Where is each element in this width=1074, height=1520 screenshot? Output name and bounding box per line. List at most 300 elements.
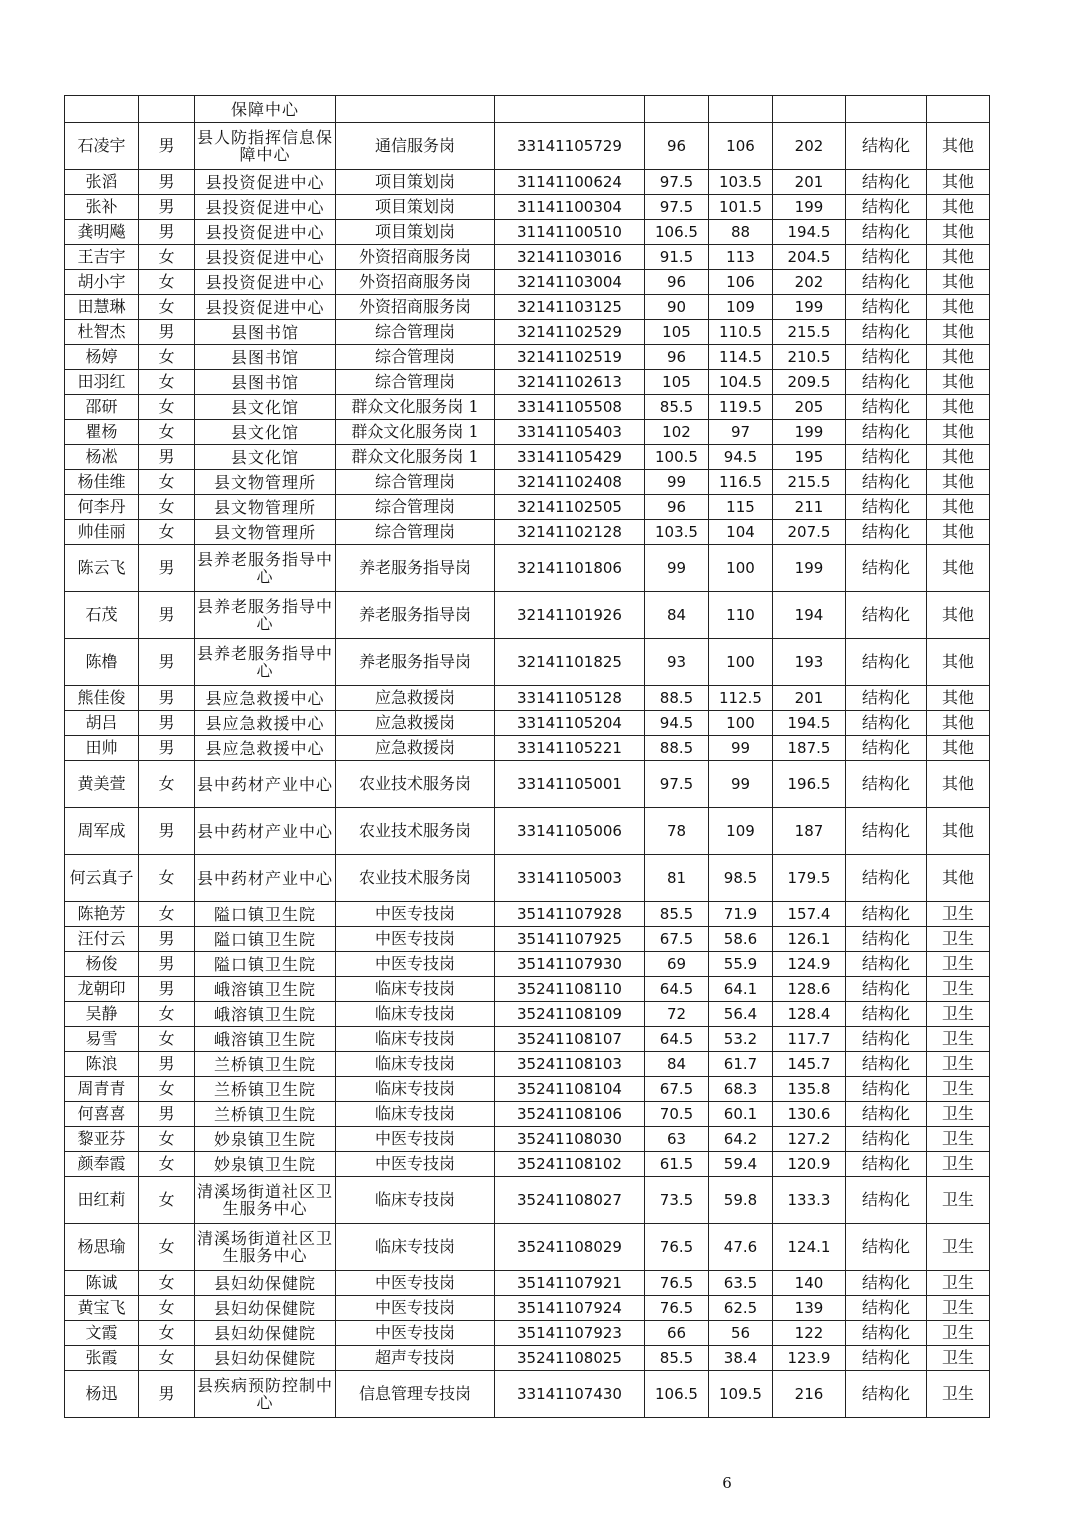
- cell-gender: 女: [139, 245, 195, 270]
- cell-name: 陈橹: [65, 639, 139, 686]
- cell-unit: 县文化馆: [195, 395, 336, 420]
- cell-interview-score: 104.5: [709, 370, 773, 395]
- cell-interview-score: 68.3: [709, 1077, 773, 1102]
- table-row: [65, 195, 990, 220]
- cell-interview-type: 结构化: [846, 520, 927, 545]
- cell-total-score: 195: [773, 445, 846, 470]
- cell-position: 综合管理岗: [336, 345, 495, 370]
- cell-exam-number: 35141107928: [495, 902, 645, 927]
- cell-exam-number: 33141105729: [495, 123, 645, 170]
- cell-total-score: 117.7: [773, 1027, 846, 1052]
- cell-name: 陈艳芳: [65, 902, 139, 927]
- cell-interview-score: 47.6: [709, 1224, 773, 1271]
- cell-position: 应急救援岗: [336, 711, 495, 736]
- cell-category: 其他: [927, 592, 990, 639]
- cell-written-score: 81: [645, 855, 709, 902]
- cell-unit: 峨溶镇卫生院: [195, 1002, 336, 1027]
- cell-written-score: 99: [645, 545, 709, 592]
- cell-category: 其他: [927, 686, 990, 711]
- cell-written-score: 84: [645, 592, 709, 639]
- cell-category: 其他: [927, 639, 990, 686]
- cell-category: 其他: [927, 395, 990, 420]
- cell-interview-score: 71.9: [709, 902, 773, 927]
- cell-position: 临床专技岗: [336, 1027, 495, 1052]
- cell-interview-type: 结构化: [846, 420, 927, 445]
- cell-unit: 县文物管理所: [195, 520, 336, 545]
- table-row: [65, 1002, 990, 1027]
- cell-exam-number: 32141101825: [495, 639, 645, 686]
- cell-interview-type: 结构化: [846, 170, 927, 195]
- cell-total-score: 210.5: [773, 345, 846, 370]
- table-row: [65, 470, 990, 495]
- cell-interview-type: 结构化: [846, 195, 927, 220]
- cell-total-score: 126.1: [773, 927, 846, 952]
- cell-name: 瞿杨: [65, 420, 139, 445]
- cell-gender: 女: [139, 1296, 195, 1321]
- cell-unit: 兰桥镇卫生院: [195, 1077, 336, 1102]
- cell-category: 卫生: [927, 977, 990, 1002]
- cell-exam-number: 35241108107: [495, 1027, 645, 1052]
- cell-interview-score: 119.5: [709, 395, 773, 420]
- cell-written-score: 96: [645, 345, 709, 370]
- cell-category: 其他: [927, 495, 990, 520]
- cell-written-score: 72: [645, 1002, 709, 1027]
- table-row: [65, 295, 990, 320]
- cell-unit: 兰桥镇卫生院: [195, 1102, 336, 1127]
- cell-position: 项目策划岗: [336, 170, 495, 195]
- cell-position: 养老服务指导岗: [336, 639, 495, 686]
- cell-written-score: 63: [645, 1127, 709, 1152]
- cell-interview-type: 结构化: [846, 1027, 927, 1052]
- cell-written-score: 84: [645, 1052, 709, 1077]
- cell-name: 杨思瑜: [65, 1224, 139, 1271]
- cell-position: 临床专技岗: [336, 1177, 495, 1224]
- cell-unit: 县投资促进中心: [195, 270, 336, 295]
- cell-position: 临床专技岗: [336, 1102, 495, 1127]
- cell-interview-score: 99: [709, 761, 773, 808]
- cell-name: 田帅: [65, 736, 139, 761]
- cell-exam-number: 33141105429: [495, 445, 645, 470]
- cell-exam-number: 32141103125: [495, 295, 645, 320]
- cell-category: 其他: [927, 736, 990, 761]
- cell-written-score: 78: [645, 808, 709, 855]
- cell-interview-score: 59.4: [709, 1152, 773, 1177]
- cell-category: 卫生: [927, 1152, 990, 1177]
- cell-exam-number: 35141107921: [495, 1271, 645, 1296]
- cell-interview-score: 97: [709, 420, 773, 445]
- table-row: [65, 1224, 990, 1271]
- cell-written-score: 93: [645, 639, 709, 686]
- cell-interview-type: 结构化: [846, 639, 927, 686]
- cell-name: 胡小宇: [65, 270, 139, 295]
- cell-interview-score: 110.5: [709, 320, 773, 345]
- cell-total-score: 202: [773, 270, 846, 295]
- cell-total-score: 211: [773, 495, 846, 520]
- table-row: [65, 123, 990, 170]
- cell-total-score: 193: [773, 639, 846, 686]
- table-row: [65, 808, 990, 855]
- cell-gender: 男: [139, 592, 195, 639]
- cell-interview-type: 结构化: [846, 320, 927, 345]
- cell-unit: 县中药材产业中心: [195, 855, 336, 902]
- cell-total-score: 179.5: [773, 855, 846, 902]
- cell-interview-score: 106: [709, 270, 773, 295]
- cell-total-score: 123.9: [773, 1346, 846, 1371]
- table-row: [65, 370, 990, 395]
- cell-total-score: 201: [773, 170, 846, 195]
- cell-interview-score: 106: [709, 123, 773, 170]
- cell-unit: 县养老服务指导中心: [195, 545, 336, 592]
- cell-category: 卫生: [927, 1321, 990, 1346]
- cell-total-score: 124.1: [773, 1224, 846, 1271]
- cell-category: 卫生: [927, 1102, 990, 1127]
- table-row: [65, 952, 990, 977]
- cell-total-score: 199: [773, 195, 846, 220]
- cell-position: 临床专技岗: [336, 1077, 495, 1102]
- cell-total-score: 130.6: [773, 1102, 846, 1127]
- cell-total-score: 216: [773, 1371, 846, 1418]
- cell-exam-number: 32141102128: [495, 520, 645, 545]
- cell-interview-type: 结构化: [846, 445, 927, 470]
- cell-written-score: 88.5: [645, 686, 709, 711]
- cell-total-score: 139: [773, 1296, 846, 1321]
- cell-total-score: 199: [773, 545, 846, 592]
- cell-unit: 县投资促进中心: [195, 220, 336, 245]
- cell-exam-number: 32141101806: [495, 545, 645, 592]
- cell-total-score: 202: [773, 123, 846, 170]
- cell-category: 其他: [927, 295, 990, 320]
- cell-written-score: 97.5: [645, 170, 709, 195]
- cell-interview-score: 64.1: [709, 977, 773, 1002]
- cell-category: 卫生: [927, 1371, 990, 1418]
- cell-total-score: 127.2: [773, 1127, 846, 1152]
- cell-name: 陈云飞: [65, 545, 139, 592]
- cell-gender: 女: [139, 295, 195, 320]
- cell-gender: 男: [139, 977, 195, 1002]
- cell-unit: 县图书馆: [195, 370, 336, 395]
- cell-unit: 县文物管理所: [195, 495, 336, 520]
- table-row: [65, 220, 990, 245]
- cell-position: 综合管理岗: [336, 495, 495, 520]
- cell-interview-type: 结构化: [846, 345, 927, 370]
- cell-category: 卫生: [927, 1127, 990, 1152]
- cell-gender: 女: [139, 855, 195, 902]
- cell-exam-number: 31141100304: [495, 195, 645, 220]
- cell-unit: 县投资促进中心: [195, 245, 336, 270]
- cell-position: [336, 96, 495, 123]
- cell-name: 张霞: [65, 1346, 139, 1371]
- cell-position: 中医专技岗: [336, 1127, 495, 1152]
- cell-category: 卫生: [927, 1002, 990, 1027]
- cell-interview-score: 103.5: [709, 170, 773, 195]
- cell-total-score: 133.3: [773, 1177, 846, 1224]
- cell-position: 综合管理岗: [336, 520, 495, 545]
- cell-category: 其他: [927, 470, 990, 495]
- cell-gender: 男: [139, 320, 195, 345]
- cell-total-score: 145.7: [773, 1052, 846, 1077]
- cell-total-score: 209.5: [773, 370, 846, 395]
- cell-name: 王吉宇: [65, 245, 139, 270]
- cell-exam-number: 32141102505: [495, 495, 645, 520]
- cell-unit: 县文化馆: [195, 445, 336, 470]
- cell-written-score: 99: [645, 470, 709, 495]
- table-row: [65, 520, 990, 545]
- table-body: [65, 96, 990, 1418]
- cell-interview-score: 109: [709, 295, 773, 320]
- cell-category: 卫生: [927, 1271, 990, 1296]
- cell-exam-number: 31141100624: [495, 170, 645, 195]
- cell-position: 信息管理专技岗: [336, 1371, 495, 1418]
- cell-category: 其他: [927, 545, 990, 592]
- cell-unit: 县应急救援中心: [195, 686, 336, 711]
- cell-exam-number: 35241108106: [495, 1102, 645, 1127]
- cell-total-score: 140: [773, 1271, 846, 1296]
- cell-written-score: 69: [645, 952, 709, 977]
- cell-interview-type: 结构化: [846, 1224, 927, 1271]
- cell-category: 其他: [927, 320, 990, 345]
- cell-interview-type: 结构化: [846, 1177, 927, 1224]
- cell-interview-type: 结构化: [846, 1102, 927, 1127]
- cell-interview-score: 116.5: [709, 470, 773, 495]
- cell-exam-number: 33141105128: [495, 686, 645, 711]
- cell-unit: 峨溶镇卫生院: [195, 1027, 336, 1052]
- table-row: [65, 855, 990, 902]
- cell-interview-type: 结构化: [846, 1296, 927, 1321]
- cell-unit: 隘口镇卫生院: [195, 902, 336, 927]
- cell-name: 易雪: [65, 1027, 139, 1052]
- cell-position: 应急救援岗: [336, 736, 495, 761]
- cell-written-score: 85.5: [645, 395, 709, 420]
- cell-name: 田羽红: [65, 370, 139, 395]
- cell-total-score: 194.5: [773, 711, 846, 736]
- cell-interview-type: 结构化: [846, 927, 927, 952]
- cell-interview-type: 结构化: [846, 1371, 927, 1418]
- cell-category: 其他: [927, 123, 990, 170]
- cell-exam-number: 35141107930: [495, 952, 645, 977]
- cell-position: 中医专技岗: [336, 952, 495, 977]
- cell-interview-score: 104: [709, 520, 773, 545]
- cell-interview-score: 56.4: [709, 1002, 773, 1027]
- cell-exam-number: 35241108030: [495, 1127, 645, 1152]
- cell-name: 陈浪: [65, 1052, 139, 1077]
- cell-total-score: 194: [773, 592, 846, 639]
- cell-written-score: 96: [645, 123, 709, 170]
- cell-category: 卫生: [927, 927, 990, 952]
- cell-name: 颜奉霞: [65, 1152, 139, 1177]
- cell-written-score: 67.5: [645, 927, 709, 952]
- cell-gender: 男: [139, 123, 195, 170]
- cell-category: 其他: [927, 445, 990, 470]
- cell-exam-number: 33141105001: [495, 761, 645, 808]
- cell-written-score: 106.5: [645, 220, 709, 245]
- cell-exam-number: 32141102408: [495, 470, 645, 495]
- table-row: [65, 1371, 990, 1418]
- cell-exam-number: 32141102529: [495, 320, 645, 345]
- cell-unit: 妙泉镇卫生院: [195, 1152, 336, 1177]
- cell-total-score: 199: [773, 295, 846, 320]
- table-row: [65, 445, 990, 470]
- cell-interview-type: 结构化: [846, 470, 927, 495]
- cell-gender: 女: [139, 1346, 195, 1371]
- cell-interview-score: 59.8: [709, 1177, 773, 1224]
- cell-name: 张补: [65, 195, 139, 220]
- cell-name: 杨婷: [65, 345, 139, 370]
- cell-total-score: [773, 96, 846, 123]
- cell-exam-number: 35141107925: [495, 927, 645, 952]
- cell-exam-number: 35141107923: [495, 1321, 645, 1346]
- cell-unit: 县妇幼保健院: [195, 1346, 336, 1371]
- cell-name: 何云真子: [65, 855, 139, 902]
- cell-gender: 女: [139, 1152, 195, 1177]
- cell-interview-type: 结构化: [846, 123, 927, 170]
- cell-total-score: 215.5: [773, 320, 846, 345]
- cell-gender: 男: [139, 445, 195, 470]
- cell-unit: 县疾病预防控制中心: [195, 1371, 336, 1418]
- cell-interview-score: 88: [709, 220, 773, 245]
- table-row: [65, 170, 990, 195]
- cell-written-score: 103.5: [645, 520, 709, 545]
- cell-position: 农业技术服务岗: [336, 761, 495, 808]
- cell-category: 卫生: [927, 1052, 990, 1077]
- cell-category: 卫生: [927, 1296, 990, 1321]
- cell-name: 龚明飚: [65, 220, 139, 245]
- cell-interview-score: 99: [709, 736, 773, 761]
- cell-exam-number: 32141102519: [495, 345, 645, 370]
- table-row: [65, 927, 990, 952]
- cell-interview-type: 结构化: [846, 370, 927, 395]
- cell-exam-number: 35241108029: [495, 1224, 645, 1271]
- cell-written-score: 70.5: [645, 1102, 709, 1127]
- cell-position: 农业技术服务岗: [336, 855, 495, 902]
- cell-interview-type: 结构化: [846, 295, 927, 320]
- cell-total-score: 120.9: [773, 1152, 846, 1177]
- cell-exam-number: 35241108027: [495, 1177, 645, 1224]
- cell-total-score: 128.6: [773, 977, 846, 1002]
- cell-written-score: 76.5: [645, 1271, 709, 1296]
- cell-category: 卫生: [927, 952, 990, 977]
- cell-gender: 男: [139, 545, 195, 592]
- cell-gender: 女: [139, 1077, 195, 1102]
- cell-written-score: 97.5: [645, 195, 709, 220]
- cell-exam-number: 32141101926: [495, 592, 645, 639]
- cell-position: 外资招商服务岗: [336, 270, 495, 295]
- cell-unit: 县应急救援中心: [195, 711, 336, 736]
- cell-interview-score: 58.6: [709, 927, 773, 952]
- cell-unit: 县文化馆: [195, 420, 336, 445]
- cell-category: 卫生: [927, 1224, 990, 1271]
- cell-name: 杨俊: [65, 952, 139, 977]
- cell-category: 其他: [927, 855, 990, 902]
- cell-written-score: 105: [645, 370, 709, 395]
- cell-category: 其他: [927, 711, 990, 736]
- table-row: [65, 1027, 990, 1052]
- cell-total-score: 187.5: [773, 736, 846, 761]
- cell-position: 中医专技岗: [336, 1296, 495, 1321]
- cell-unit: 县投资促进中心: [195, 295, 336, 320]
- cell-exam-number: 31141100510: [495, 220, 645, 245]
- cell-unit: 隘口镇卫生院: [195, 927, 336, 952]
- table-row: [65, 1127, 990, 1152]
- cell-category: 其他: [927, 370, 990, 395]
- cell-interview-score: 94.5: [709, 445, 773, 470]
- table-row: [65, 736, 990, 761]
- cell-interview-type: 结构化: [846, 495, 927, 520]
- cell-interview-score: 112.5: [709, 686, 773, 711]
- cell-category: 其他: [927, 245, 990, 270]
- cell-total-score: 124.9: [773, 952, 846, 977]
- cell-unit: 县图书馆: [195, 320, 336, 345]
- cell-gender: 男: [139, 1052, 195, 1077]
- cell-position: 综合管理岗: [336, 470, 495, 495]
- cell-exam-number: 33141105221: [495, 736, 645, 761]
- cell-exam-number: 33141105204: [495, 711, 645, 736]
- cell-position: 项目策划岗: [336, 195, 495, 220]
- cell-gender: 男: [139, 1371, 195, 1418]
- cell-written-score: 67.5: [645, 1077, 709, 1102]
- cell-interview-score: 62.5: [709, 1296, 773, 1321]
- cell-name: 石凌宇: [65, 123, 139, 170]
- cell-unit: 隘口镇卫生院: [195, 952, 336, 977]
- cell-name: 汪付云: [65, 927, 139, 952]
- cell-position: 群众文化服务岗 1: [336, 395, 495, 420]
- cell-position: 通信服务岗: [336, 123, 495, 170]
- cell-unit: 县应急救援中心: [195, 736, 336, 761]
- cell-interview-score: 113: [709, 245, 773, 270]
- cell-interview-score: 109: [709, 808, 773, 855]
- cell-interview-score: 100: [709, 711, 773, 736]
- cell-exam-number: 32141103004: [495, 270, 645, 295]
- cell-position: 应急救援岗: [336, 686, 495, 711]
- cell-written-score: 105: [645, 320, 709, 345]
- cell-gender: 女: [139, 1027, 195, 1052]
- table-row: [65, 1152, 990, 1177]
- cell-interview-score: 53.2: [709, 1027, 773, 1052]
- table-row: [65, 1346, 990, 1371]
- cell-interview-type: 结构化: [846, 902, 927, 927]
- cell-exam-number: 35241108103: [495, 1052, 645, 1077]
- cell-gender: 女: [139, 1224, 195, 1271]
- cell-total-score: 199: [773, 420, 846, 445]
- cell-interview-type: 结构化: [846, 686, 927, 711]
- cell-exam-number: 33141105403: [495, 420, 645, 445]
- cell-interview-type: 结构化: [846, 808, 927, 855]
- cell-interview-type: 结构化: [846, 1052, 927, 1077]
- cell-gender: 男: [139, 686, 195, 711]
- cell-written-score: 64.5: [645, 1027, 709, 1052]
- cell-interview-score: 110: [709, 592, 773, 639]
- cell-exam-number: 32141103016: [495, 245, 645, 270]
- cell-position: 临床专技岗: [336, 1002, 495, 1027]
- cell-category: 其他: [927, 761, 990, 808]
- cell-category: 卫生: [927, 1027, 990, 1052]
- cell-name: 周军成: [65, 808, 139, 855]
- cell-interview-type: 结构化: [846, 761, 927, 808]
- cell-name: 杨凇: [65, 445, 139, 470]
- cell-written-score: 91.5: [645, 245, 709, 270]
- cell-interview-type: 结构化: [846, 977, 927, 1002]
- cell-position: 外资招商服务岗: [336, 245, 495, 270]
- cell-exam-number: 33141105003: [495, 855, 645, 902]
- cell-written-score: 76.5: [645, 1224, 709, 1271]
- cell-written-score: 66: [645, 1321, 709, 1346]
- cell-interview-type: 结构化: [846, 592, 927, 639]
- cell-interview-score: [709, 96, 773, 123]
- table-row: [65, 395, 990, 420]
- cell-total-score: 122: [773, 1321, 846, 1346]
- cell-unit: 县妇幼保健院: [195, 1271, 336, 1296]
- cell-written-score: [645, 96, 709, 123]
- cell-name: 田红莉: [65, 1177, 139, 1224]
